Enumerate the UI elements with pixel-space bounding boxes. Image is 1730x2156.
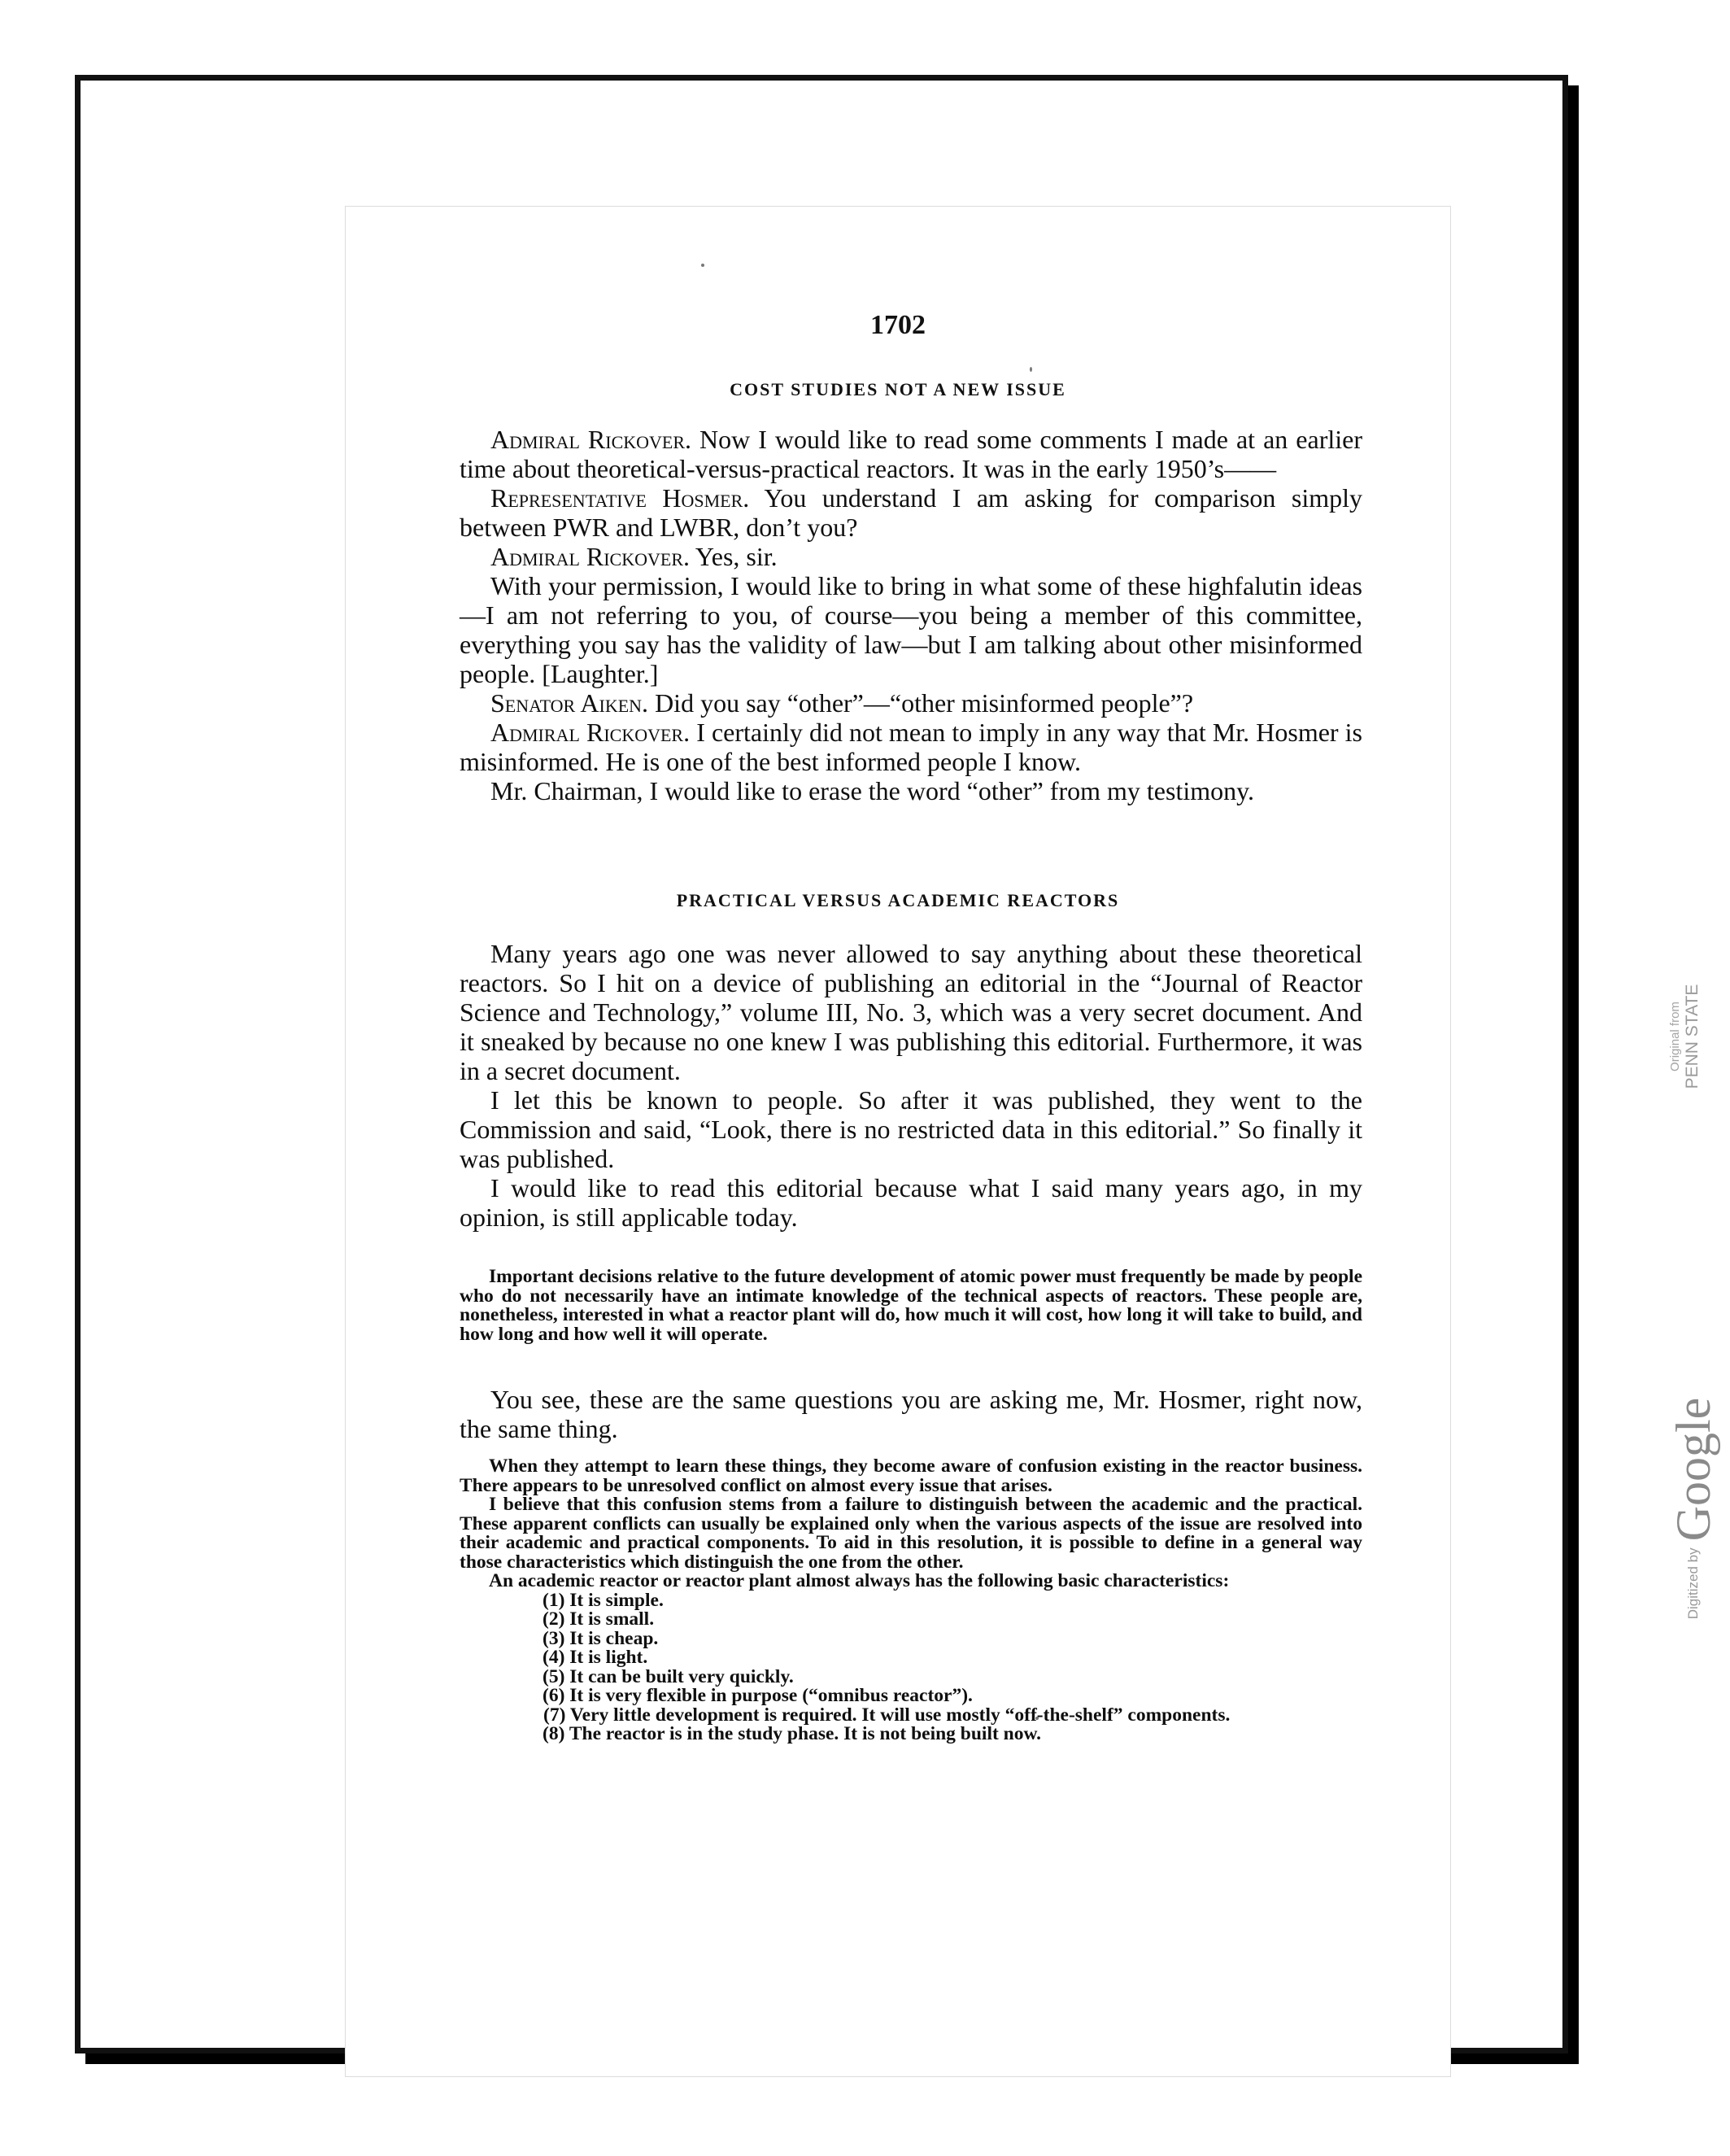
page-frame [75,75,1720,2053]
speech-text: Now I would like to read some comments I made at an earlier time about theoretical-versus-practical reactors. It was in the early 1950’s—— [460,425,1362,483]
digitized-by-label: Digitized by [1685,1547,1701,1620]
speech-text: Did you say “other”—“other misinformed people”? [648,688,1194,718]
paragraph: I would like to read this editorial because what I said many years ago, in my opinion, is still applicable today. [460,1173,1362,1232]
quoted-paragraph: An academic reactor or reactor plant almost always has the following basic characteristics: [489,1570,1230,1591]
speaker-name: Admiral Rickover. [490,425,692,454]
quoted-paragraph: Important decisions relative to the future development of atomic power must frequently be made by people who do not necessarily have an intimate knowledge of the technical aspects of reactors. These people are, nonetheless, interested in what a reactor plant will do, how much it will cost, how long it will take to build, and how long and how well it will operate. [460,1266,1362,1345]
paragraph: I let this be known to people. So after it was published, they went to the Commission and said, “Look, there is no restricted data in this editorial.” So finally it was published. [460,1085,1362,1173]
speaker-name: Representative Hosmer. [490,483,750,513]
paragraph [460,688,1362,718]
list-item: (6) It is very flexible in purpose (“omnibus reactor”). [543,1685,973,1706]
list-item: (7) Very little development is required. It will use mostly “off-the-shelf” components. [543,1704,1231,1726]
speech-text: You understand I am asking for comparison simply between PWR and LWBR, don’t you? [460,483,1362,542]
document-page [345,206,1720,2077]
google-logo-text: Google [1666,1397,1720,1542]
speaker-name: Senator Aiken. [490,688,649,718]
paragraph [460,718,1362,776]
institution-label: PENN STATE [1683,984,1702,1089]
quoted-paragraph: I believe that this confusion stems from a failure to distinguish between the academic and the practical. These apparent conflicts can usually be explained only when the various aspects of the issue are resolved into their academic and practical components. To aid in this resolution, it is possible to define in a general way those characteristics which distinguish the one from the other. [460,1494,1362,1573]
editorial-quote-1 [460,1268,1362,1344]
editorial-quote-2 [460,1457,1362,1744]
paragraph [460,425,1362,483]
paragraph [460,542,1362,571]
paragraph: Mr. Chairman, I would like to erase the word “other” from my testimony. [490,776,1255,805]
testimony-section-2 [460,939,1362,1232]
paragraph: Many years ago one was never allowed to say anything about these theoretical reactors. So I hit on a device of publishing an editorial in the “Journal of Reactor Science and Technology,” volume III, No. 3, which was a very secret document. And it sneaked by because no one knew I was publishing this editorial. Furthermore, it was in a secret document. [460,939,1362,1085]
list-item: (4) It is light. [543,1647,648,1668]
google-watermark [1657,1374,1730,1643]
characteristics-list [460,1591,1362,1744]
list-item: (8) The reactor is in the study phase. It is not being built now. [543,1723,1042,1744]
list-item: (3) It is cheap. [543,1627,659,1649]
original-from-watermark [1657,971,1714,1102]
speaker-name: Admiral Rickover. [490,718,691,747]
quoted-paragraph: When they attempt to learn these things, they become aware of confusion existing in the reactor business. There appears to be unresolved conflict on almost every issue that arises. [460,1456,1362,1496]
paragraph: With your permission, I would like to bring in what some of these highfalutin ideas—I am not referring to you, of course—you being a member of this committee, everything you say has the validity of law—but I am talking about other misinformed people. [Laughter.] [460,571,1362,688]
original-from-label: Original from [1668,1002,1682,1071]
section-heading-practical-vs-academic: PRACTICAL VERSUS ACADEMIC REACTORS [676,890,1120,910]
testimony-section-1 [460,425,1362,805]
page-number: 1702 [870,310,926,340]
paragraph [460,483,1362,542]
speech-text: I certainly did not mean to imply in any way that Mr. Hosmer is misinformed. He is one of the best informed people I know. [460,718,1363,776]
list-item: (2) It is small. [543,1608,655,1630]
interjection [460,1385,1362,1443]
speech-text: Yes, sir. [690,542,778,571]
speaker-name: Admiral Rickover. [490,542,691,571]
section-heading-cost-studies: COST STUDIES NOT A NEW ISSUE [730,379,1066,399]
paragraph: You see, these are the same questions you are asking me, Mr. Hosmer, right now, the same thing. [460,1385,1362,1443]
list-item: (1) It is simple. [543,1589,664,1611]
list-item: (5) It can be built very quickly. [543,1665,794,1687]
